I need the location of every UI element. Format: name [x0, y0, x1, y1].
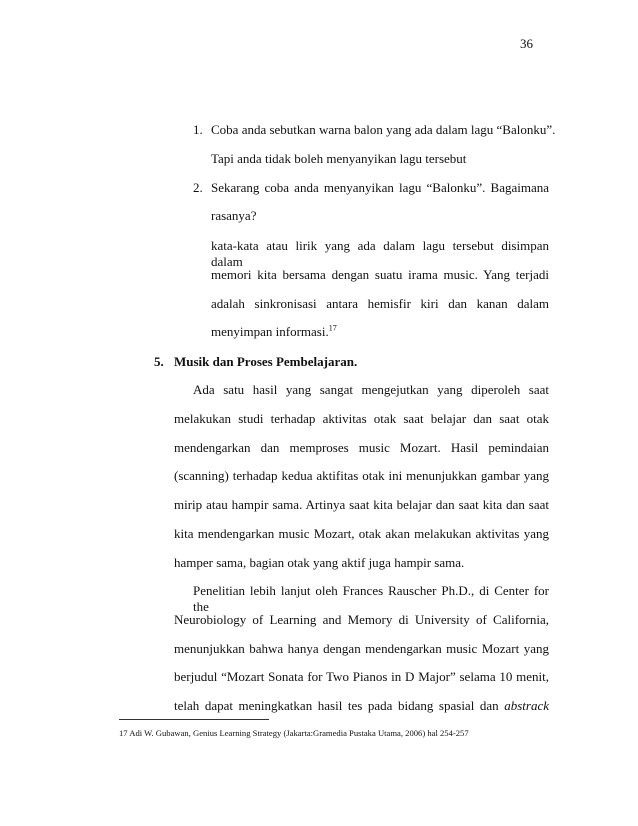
list-item-2-line-2: rasanya?	[211, 208, 257, 223]
page-number: 36	[520, 36, 533, 51]
paragraph-1-line-4: (scanning) terhadap kedua aktifitas otak ini menunjukkan gambar yang	[174, 468, 549, 483]
paragraph-1-line-2: melakukan studi terhadap aktivitas otak saat belajar dan saat otak	[174, 411, 549, 426]
section-heading: Musik dan Proses Pembelajaran.	[174, 354, 358, 369]
paragraph-1-line-1: Ada satu hasil yang sangat mengejutkan yang diperoleh saat	[193, 382, 549, 397]
paragraph-2-line-5	[174, 698, 549, 714]
paragraph-2-line-3: menunjukkan bahwa hanya dengan mendengarkan music Mozart yang	[174, 641, 549, 656]
paragraph-2-line-1: Penelitian lebih lanjut oleh Frances Rauscher Ph.D., di Center for the	[193, 583, 549, 614]
section-number: 5.	[154, 354, 164, 369]
paragraph-2-line-2: Neurobiology of Learning and Memory di University of California,	[174, 612, 549, 627]
explanation-line-1: kata-kata atau lirik yang ada dalam lagu tersebut disimpan dalam	[211, 238, 549, 269]
explanation-line-4	[211, 324, 337, 340]
list-item-2-line-1: Sekarang coba anda menyanyikan lagu “Balonku”. Bagaimana	[211, 180, 549, 195]
footnote-17: 17 Adi W. Gubawan, Genius Learning Strategy (Jakarta:Gramedia Pustaka Utama, 2006) hal 254-257	[119, 728, 469, 738]
paragraph-1-line-7: hamper sama, bagian otak yang aktif juga hampir sama.	[174, 555, 465, 570]
explanation-line-3: adalah sinkronisasi antara hemisfir kiri dan kanan dalam	[211, 296, 549, 311]
footnote-reference-17: 17	[328, 323, 337, 333]
paragraph-1-line-3: mendengarkan dan memproses music Mozart. Hasil pemindaian	[174, 440, 549, 455]
explanation-line-2: memori kita bersama dengan suatu irama music. Yang terjadi	[211, 267, 549, 282]
explanation-line-4-text: menyimpan informasi.	[211, 324, 329, 339]
paragraph-1-line-6: kita mendengarkan music Mozart, otak akan melakukan aktivitas yang	[174, 526, 549, 541]
list-number-1: 1.	[193, 122, 203, 137]
paragraph-2-line-5-text: telah dapat meningkatkan hasil tes pada bidang spasial dan	[174, 698, 499, 713]
italic-word-abstrack: abstrack	[504, 698, 550, 713]
paragraph-1-line-5: mirip atau hampir sama. Artinya saat kita belajar dan saat kita dan saat	[174, 497, 549, 512]
list-item-1-line-2: Tapi anda tidak boleh menyanyikan lagu tersebut	[211, 151, 467, 166]
list-item-1-line-1: Coba anda sebutkan warna balon yang ada dalam lagu “Balonku”.	[211, 122, 556, 137]
paragraph-2-line-4: berjudul “Mozart Sonata for Two Pianos in D Major” selama 10 menit,	[174, 669, 549, 684]
footnote-separator	[119, 719, 269, 720]
list-number-2: 2.	[193, 180, 203, 195]
